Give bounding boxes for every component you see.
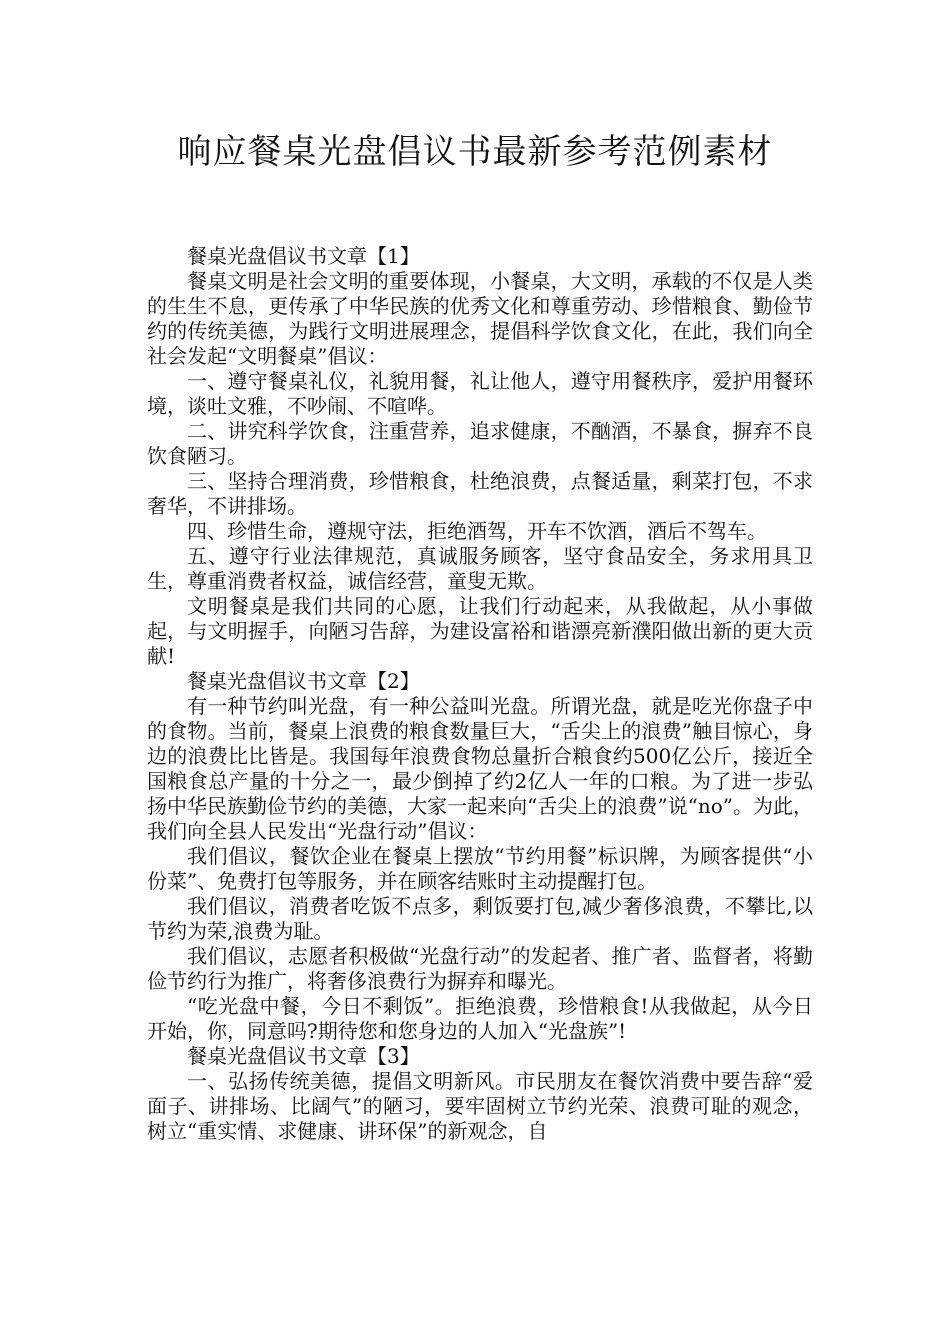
paragraph: 文明餐桌是我们共同的心愿，让我们行动起来，从我做起，从小事做起，与文明握手，向陋习告辞，为建设富裕和谐漂亮新濮阳做出新的更大贡献! [147,594,813,668]
document-body [147,244,813,1144]
paragraph: 一、遵守餐桌礼仪，礼貌用餐，礼让他人，遵守用餐秩序，爱护用餐环境，谈吐文雅，不吵闹、不喧哗。 [147,369,813,418]
paragraph: 五、遵守行业法律规范，真诚服务顾客，坚守食品安全，务求用具卫生，尊重消费者权益，诚信经营，童叟无欺。 [147,544,813,593]
section-heading: 餐桌光盘倡议书文章【3】 [187,1044,420,1068]
paragraph: 一、弘扬传统美德，提倡文明新风。市民朋友在餐饮消费中要告辞“爱面子、讲排场、比阔气”的陋习，要牢固树立节约光荣、浪费可耻的观念，树立“重实情、求健康、讲环保”的新观念，自 [147,1069,813,1143]
paragraph: 餐桌文明是社会文明的重要体现，小餐桌，大文明，承载的不仅是人类的生生不息，更传承了中华民族的优秀文化和尊重劳动、珍惜粮食、勤俭节约的传统美德，为践行文明进展理念，提倡科学饮食文化，在此，我们向全社会发起“文明餐桌”倡议： [147,269,813,368]
paragraph: “吃光盘中餐，今日不剩饭”。拒绝浪费，珍惜粮食!从我做起，从今日开始，你，同意吗?期待您和您身边的人加入“光盘族”! [147,994,813,1043]
section-heading: 餐桌光盘倡议书文章【1】 [187,244,420,268]
section-heading: 餐桌光盘倡议书文章【2】 [187,669,420,693]
paragraph: 我们倡议，餐饮企业在餐桌上摆放“节约用餐”标识牌，为顾客提供“小份菜”、免费打包等服务，并在顾客结账时主动提醒打包。 [147,844,813,893]
paragraph: 三、坚持合理消费，珍惜粮食，杜绝浪费，点餐适量，剩菜打包，不求奢华，不讲排场。 [147,469,813,518]
paragraph: 有一种节约叫光盘，有一种公益叫光盘。所谓光盘，就是吃光你盘子中的食物。当前，餐桌上浪费的粮食数量巨大，“舌尖上的浪费”触目惊心，身边的浪费比比皆是。我国每年浪费食物总量折合粮食约500亿公斤，接近全国粮食总产量的十分之一，最少倒掉了约2亿人一年的口粮。为了进一步弘扬中华民族勤俭节约的美德，大家一起来向“舌尖上的浪费”说“no”。为此，我们向全县人民发出“光盘行动”倡议： [147,694,813,843]
paragraph: 我们倡议，消费者吃饭不点多，剩饭要打包,减少奢侈浪费，不攀比,以节约为荣,浪费为耻。 [147,894,813,943]
paragraph: 我们倡议，志愿者积极做“光盘行动”的发起者、推广者、监督者，将勤俭节约行为推广，将奢侈浪费行为摒弃和曝光。 [147,944,813,993]
paragraph: 四、珍惜生命，遵规守法，拒绝酒驾，开车不饮酒，酒后不驾车。 [187,519,767,543]
paragraph: 二、讲究科学饮食，注重营养，追求健康，不酗酒，不暴食，摒弃不良饮食陋习。 [147,419,813,468]
document-title: 响应餐桌光盘倡议书最新参考范例素材 [177,132,773,172]
